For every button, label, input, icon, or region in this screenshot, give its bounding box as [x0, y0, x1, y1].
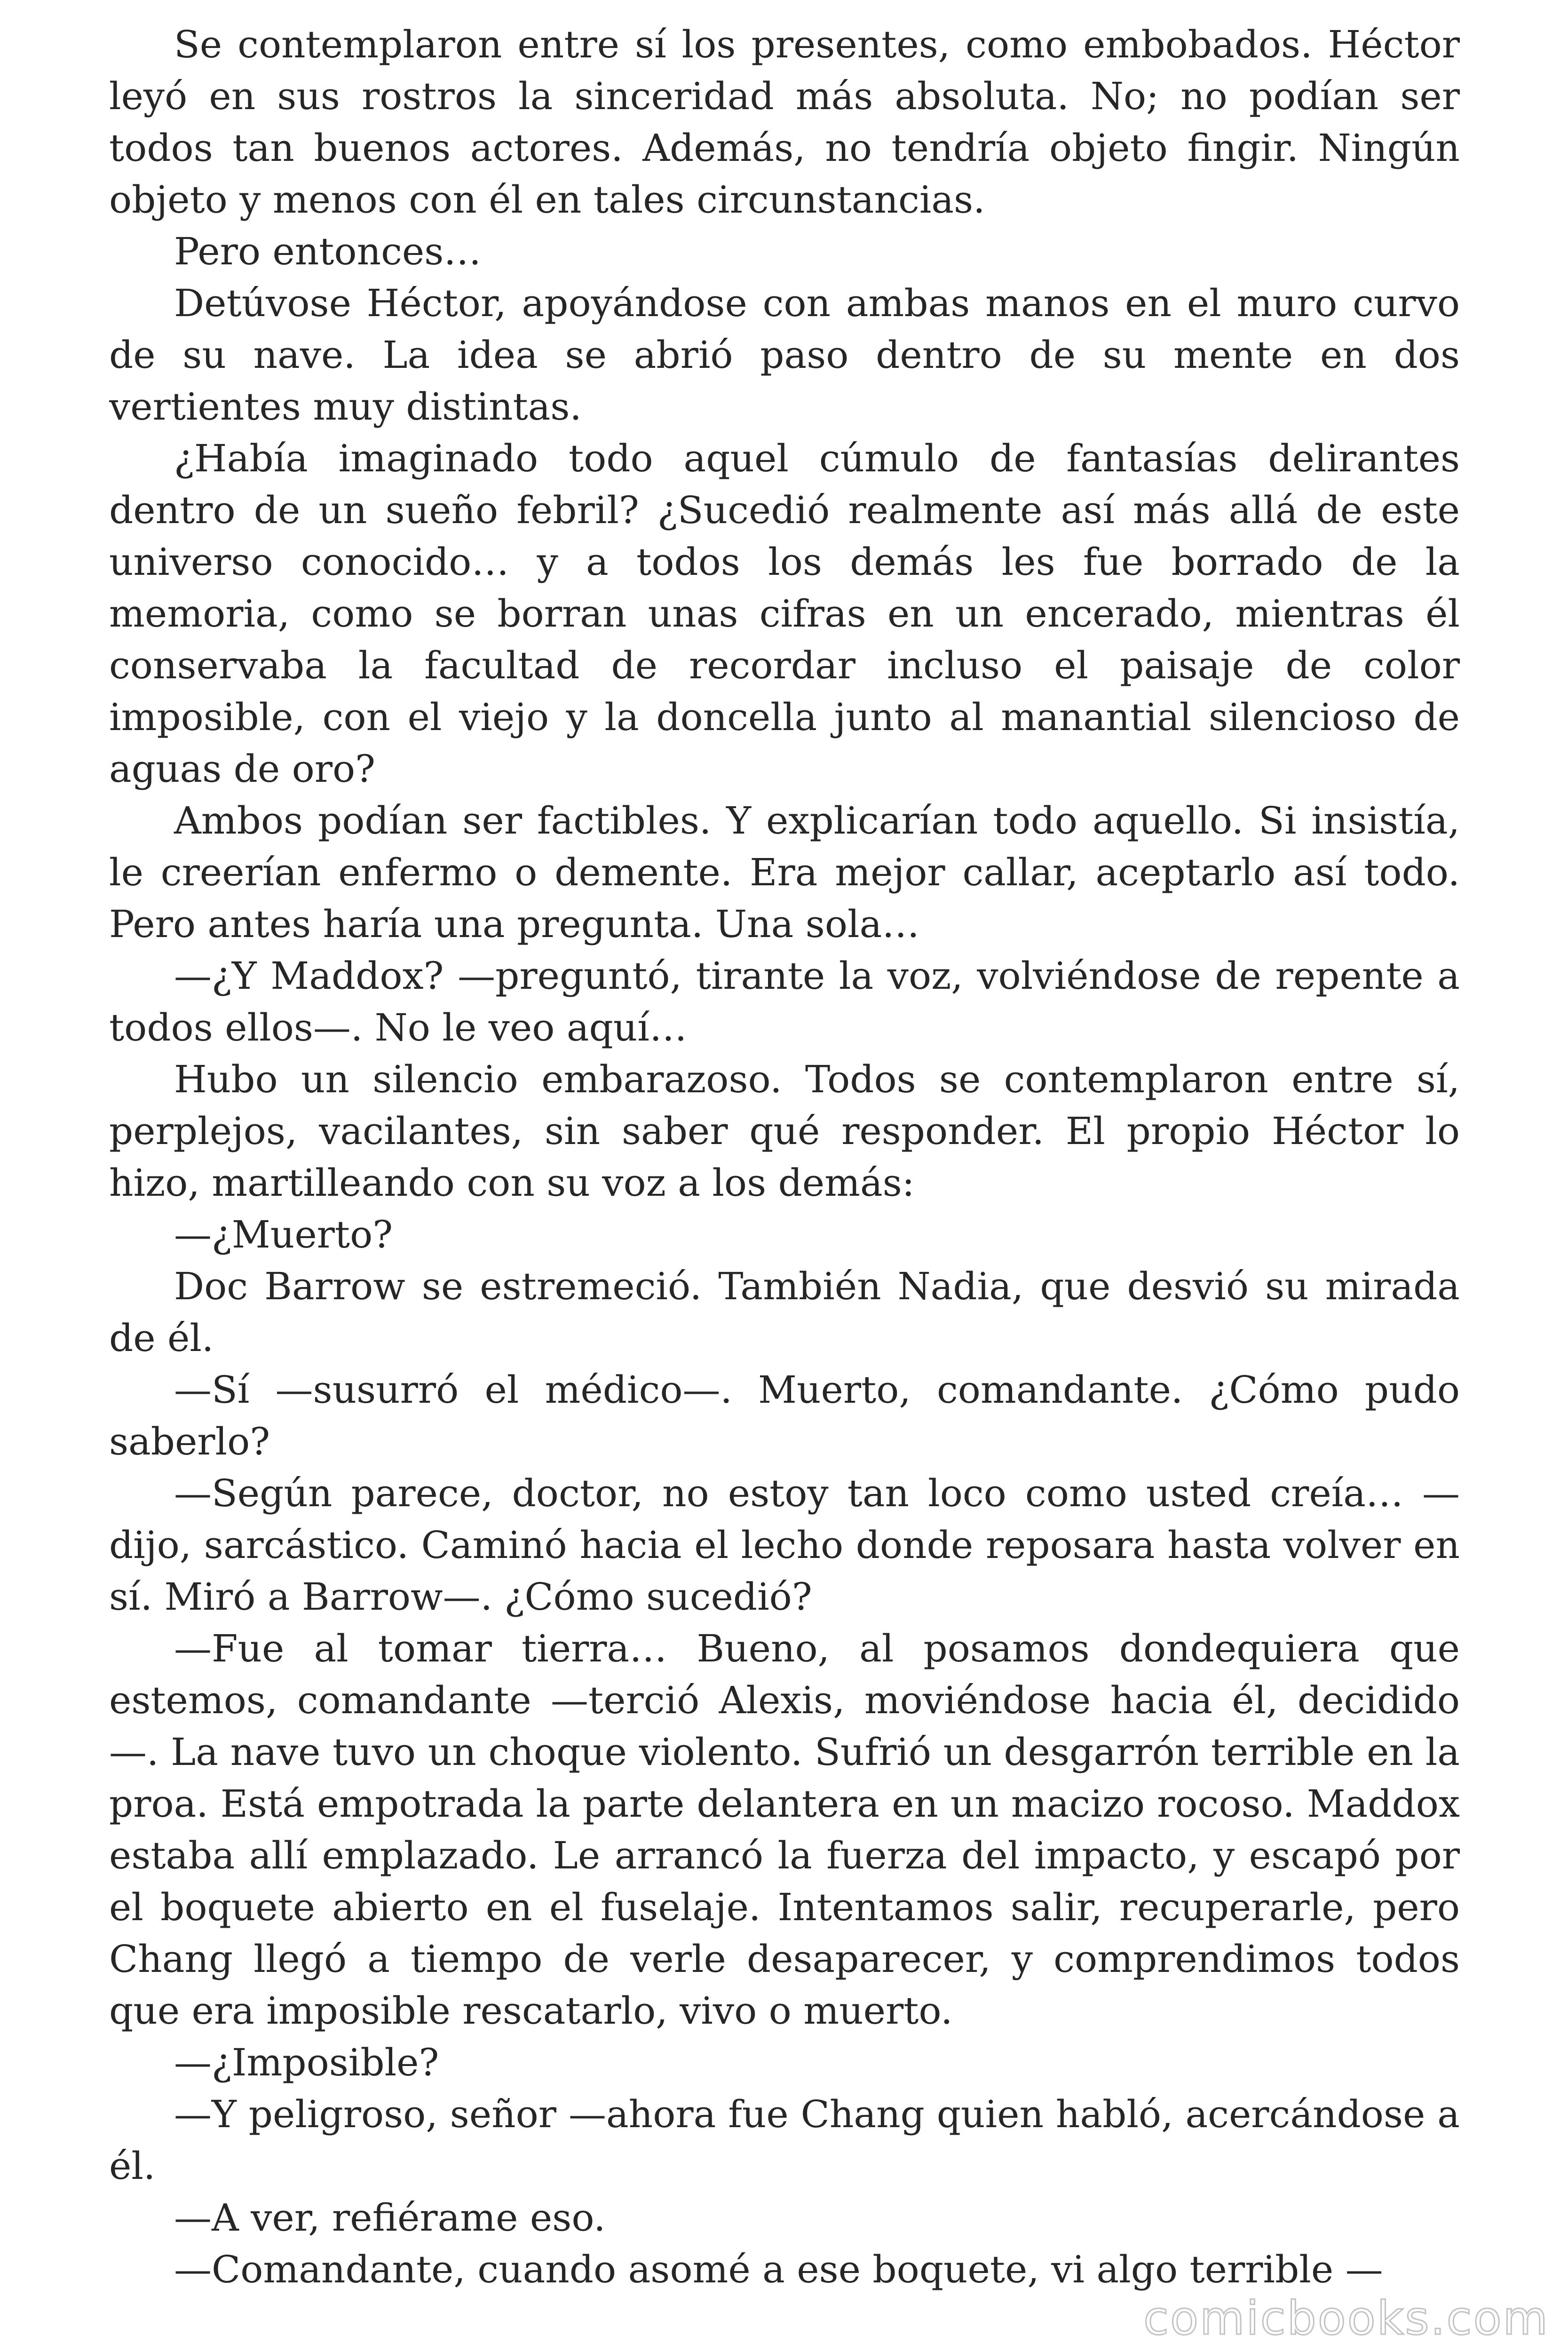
paragraph: —Según parece, doctor, no estoy tan loco como usted creía… —dijo, sarcástico. Caminó hacia el lecho donde reposara hasta volver en sí. Miró a Barrow—. ¿Cómo sucedió?: [109, 1471, 1460, 1619]
paragraph: —Comandante, cuando asomé a ese boquete, vi algo terrible —: [174, 2248, 1383, 2291]
paragraph: ¿Había imaginado todo aquel cúmulo de fantasías delirantes dentro de un sueño febril? ¿Sucedió realmente así más allá de este universo conocido… y a todos los demás les fue borrado de la memoria, como se borran unas cifras en un encerado, mientras él conservaba la facultad de recordar incluso el paisaje de color imposible, con el viejo y la doncella junto al manantial silencioso de aguas de oro?: [109, 437, 1460, 791]
paragraph: Ambos podían ser factibles. Y explicarían todo aquello. Si insistía, le creerían enfermo o demente. Era mejor callar, aceptarlo así todo. Pero antes haría una pregunta. Una sola…: [109, 799, 1460, 946]
paragraph: Detúvose Héctor, apoyándose con ambas manos en el muro curvo de su nave. La idea se abrió paso dentro de su mente en dos vertientes muy distintas.: [109, 281, 1460, 429]
paragraph: —Fue al tomar tierra… Bueno, al posamos dondequiera que estemos, comandante —terció Alexis, moviéndose hacia él, decidido —. La nave tuvo un choque violento. Sufrió un desgarrón terrible en la proa. Está empotrada la parte delantera en un macizo rocoso. Maddox estaba allí emplazado. Le arrancó la fuerza del impacto, y escapó por el boquete abierto en el fuselaje. Intentamos salir, recuperarle, pero Chang llegó a tiempo de verle desaparecer, y comprendimos todos que era imposible rescatarlo, vivo o muerto.: [109, 1627, 1460, 2033]
watermark: comicbooks.com: [1143, 2292, 1549, 2345]
paragraph: —¿Y Maddox? —preguntó, tirante la voz, volviéndose de repente a todos ellos—. No le veo aquí…: [109, 954, 1460, 1049]
paragraph: —Y peligroso, señor —ahora fue Chang quien habló, acercándose a él.: [109, 2092, 1460, 2188]
paragraph: —Sí —susurró el médico—. Muerto, comandante. ¿Cómo pudo saberlo?: [109, 1368, 1460, 1463]
paragraph: Hubo un silencio embarazoso. Todos se contemplaron entre sí, perplejos, vacilantes, sin saber qué responder. El propio Héctor lo hizo, martilleando con su voz a los demás:: [109, 1057, 1460, 1205]
paragraph: Se contemplaron entre sí los presentes, como embobados. Héctor leyó en sus rostros la sinceridad más absoluta. No; no podían ser todos tan buenos actores. Además, no tendría objeto fingir. Ningún objeto y menos con él en tales circunstancias.: [109, 23, 1460, 222]
paragraph: —¿Imposible?: [174, 2041, 439, 2084]
book-page: [109, 19, 1460, 2324]
paragraph: Doc Barrow se estremeció. También Nadia, que desvió su mirada de él.: [109, 1264, 1460, 1360]
paragraph: Pero entonces…: [174, 230, 482, 273]
paragraph: —A ver, refiérame eso.: [174, 2196, 606, 2240]
paragraph: —¿Muerto?: [174, 1213, 393, 1256]
